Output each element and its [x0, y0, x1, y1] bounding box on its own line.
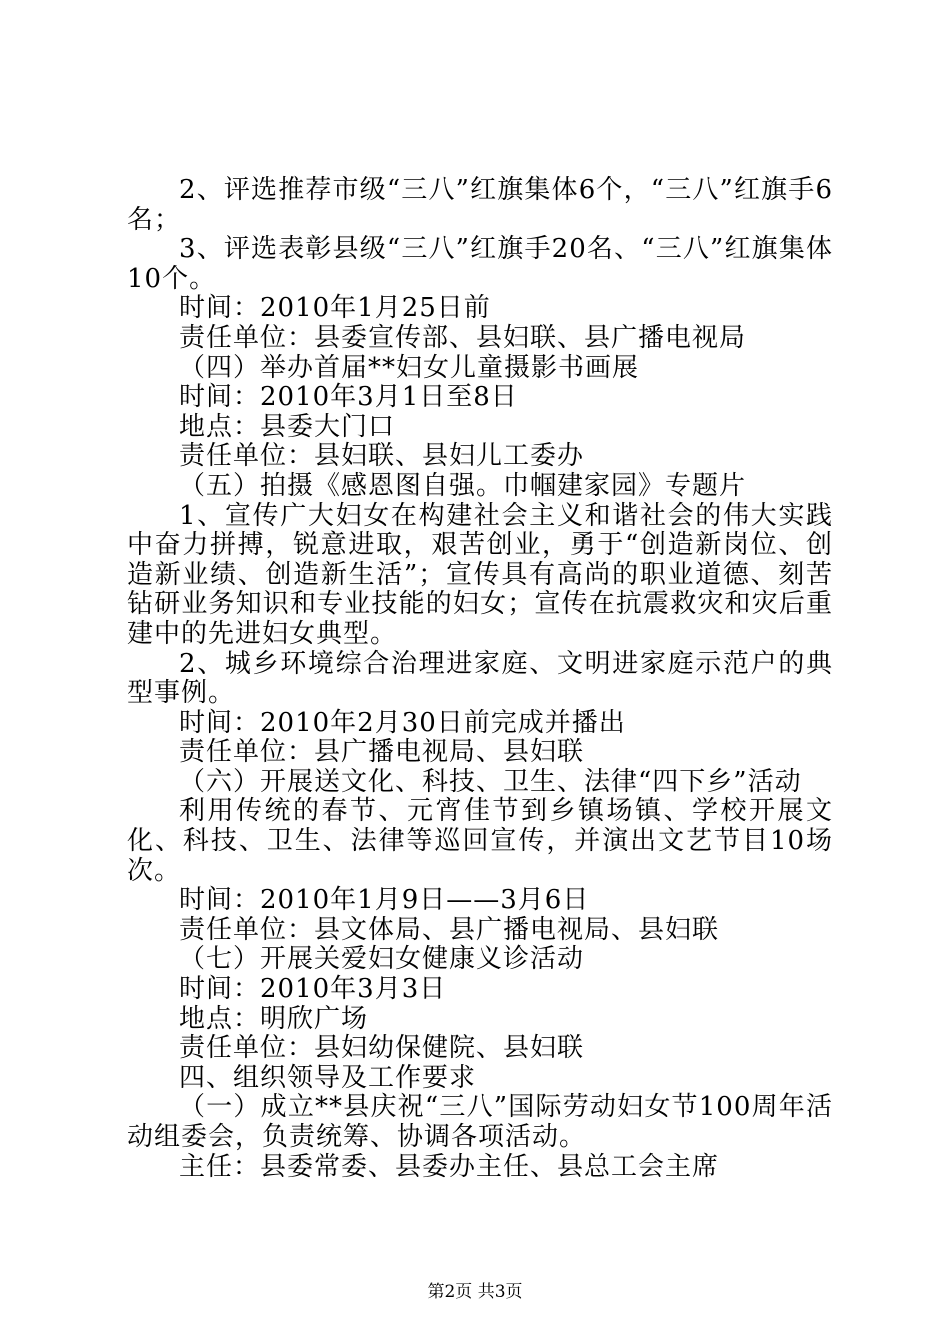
paragraph: 时间：2010年2月30日前完成并播出 — [179, 707, 626, 738]
section-heading: 四、组织领导及工作要求 — [179, 1062, 477, 1093]
section-heading: （六）开展送文化、科技、卫生、法律“四下乡”活动 — [179, 766, 802, 797]
paragraph: 3、评选表彰县级“三八”红旗手20名、“三八”红旗集体10个。 — [127, 234, 833, 294]
paragraph: 地点：明欣广场 — [179, 1003, 369, 1034]
paragraph: 责任单位：县广播电视局、县妇联 — [179, 737, 585, 768]
document-body — [127, 176, 833, 1182]
paragraph: 2、评选推荐市级“三八”红旗集体6个，“三八”红旗手6名； — [127, 175, 833, 235]
paragraph: 责任单位：县委宣传部、县妇联、县广播电视局 — [179, 322, 747, 353]
paragraph: 时间：2010年3月3日 — [179, 974, 447, 1005]
paragraph: 主任：县委常委、县委办主任、县总工会主席 — [179, 1151, 720, 1182]
page-indicator: 第2页 共3页 — [427, 1282, 523, 1302]
section-heading: （四）举办首届**妇女儿童摄影书画展 — [179, 352, 640, 383]
paragraph: 责任单位：县文体局、县广播电视局、县妇联 — [179, 914, 720, 945]
paragraph: 利用传统的春节、元宵佳节到乡镇场镇、学校开展文化、科技、卫生、法律等巡回宣传，并演出文艺节目10场次。 — [127, 796, 833, 886]
paragraph: 责任单位：县妇幼保健院、县妇联 — [179, 1033, 585, 1064]
paragraph: 2、城乡环境综合治理进家庭、文明进家庭示范户的典型事例。 — [127, 648, 833, 709]
page-footer — [0, 1282, 950, 1302]
section-heading: （七）开展关爱妇女健康义诊活动 — [179, 944, 585, 975]
paragraph: 地点：县委大门口 — [179, 411, 396, 442]
section-heading: （五）拍摄《感恩图自强。巾帼建家园》专题片 — [179, 470, 747, 501]
paragraph: 责任单位：县妇联、县妇儿工委办 — [179, 441, 585, 472]
paragraph: 1、宣传广大妇女在构建社会主义和谐社会的伟大实践中奋力拼搏，锐意进取，艰苦创业，勇于“创造新岗位、创造新业绩、创造新生活”；宣传具有高尚的职业道德、刻苦钻研业务知识和专业技能的妇女；宣传在抗震救灾和灾后重建中的先进妇女典型。 — [127, 500, 833, 649]
paragraph: 时间：2010年1月25日前 — [179, 293, 491, 324]
paragraph: 时间：2010年3月1日至8日 — [179, 382, 518, 413]
paragraph: 时间：2010年1月9日——3月6日 — [179, 885, 590, 916]
paragraph: （一）成立**县庆祝“三八”国际劳动妇女节100周年活动组委会，负责统筹、协调各项活动。 — [127, 1092, 833, 1152]
